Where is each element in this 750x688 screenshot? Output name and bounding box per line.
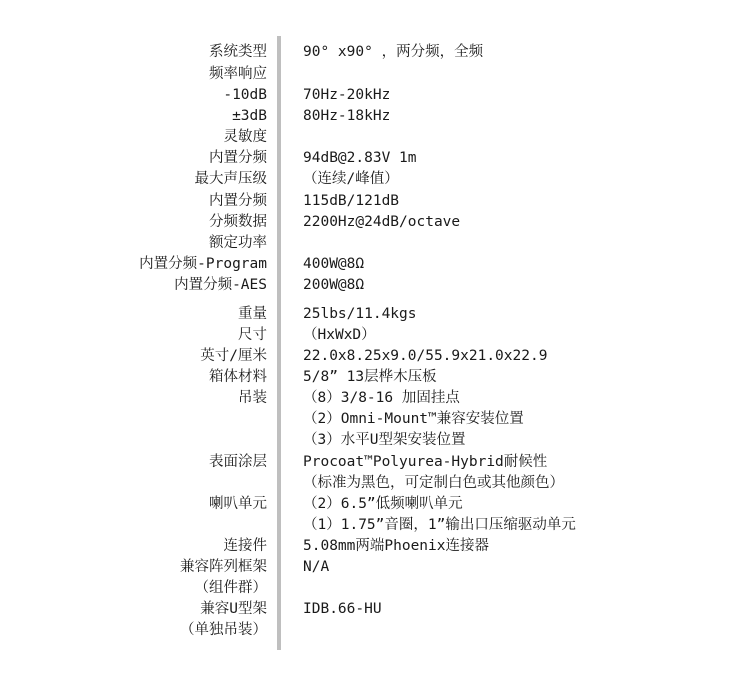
spec-label: （单独吊装） <box>180 622 267 638</box>
spec-row <box>0 191 750 212</box>
spec-row <box>0 346 750 367</box>
spec-label: 兼容U型架 <box>200 601 267 617</box>
spec-value: （连续/峰值） <box>303 171 399 187</box>
spec-row <box>0 233 750 254</box>
spec-label: 英寸/厘米 <box>200 348 267 364</box>
spec-row <box>0 127 750 148</box>
spec-row <box>0 473 750 494</box>
spec-label: 兼容阵列框架 <box>180 559 267 575</box>
spec-label: -10dB <box>223 87 267 103</box>
spec-value: N/A <box>303 559 330 575</box>
spec-label: ±3dB <box>232 108 267 124</box>
spec-value: （2）Omni-Mount™兼容安装位置 <box>303 411 524 427</box>
spec-label: 内置分频 <box>209 150 267 166</box>
spec-label: 箱体材料 <box>209 369 267 385</box>
spec-row <box>0 578 750 599</box>
spec-value: 70Hz-20kHz <box>303 87 391 103</box>
spec-label: 尺寸 <box>238 327 267 343</box>
spec-value: 5.08mm两端Phoenix连接器 <box>303 538 489 554</box>
spec-label: 内置分频 <box>209 193 267 209</box>
spec-label: 重量 <box>238 306 267 322</box>
spec-row <box>0 388 750 409</box>
spec-row <box>0 254 750 275</box>
spec-label: 系统类型 <box>209 44 267 60</box>
spec-value: （HxWxD） <box>303 327 376 343</box>
spec-value: 115dB/121dB <box>303 193 400 209</box>
spec-label: 吊装 <box>238 390 267 406</box>
spec-row <box>0 452 750 473</box>
spec-value: 200W@8Ω <box>303 277 365 293</box>
spec-value: （2）6.5”低频喇叭单元 <box>303 496 463 512</box>
spec-row <box>0 430 750 451</box>
spec-value: 25lbs/11.4kgs <box>303 306 417 322</box>
spec-row <box>0 620 750 641</box>
spec-value: Procoat™Polyurea-Hybrid耐候性 <box>303 454 548 470</box>
spec-label: （组件群） <box>194 580 267 596</box>
spec-label: 最大声压级 <box>194 171 267 187</box>
spec-value: 90° x90° ，两分频，全频 <box>303 44 484 60</box>
spec-label: 喇叭单元 <box>209 496 267 512</box>
spec-value: IDB.66-HU <box>303 601 382 617</box>
spec-row <box>0 325 750 346</box>
spec-row <box>0 275 750 296</box>
spec-label: 灵敏度 <box>223 129 267 145</box>
spec-value: （标准为黑色，可定制白色或其他颜色） <box>303 475 564 491</box>
spec-value: （8）3/8-16 加固挂点 <box>303 390 460 406</box>
spec-row <box>0 494 750 515</box>
spec-label: 表面涂层 <box>209 454 267 470</box>
spec-label: 内置分频-Program <box>139 256 267 272</box>
spec-row <box>0 42 750 63</box>
spec-row <box>0 169 750 190</box>
spec-value: 80Hz-18kHz <box>303 108 391 124</box>
spec-row <box>0 557 750 578</box>
spec-value: 5/8” 13层桦木压板 <box>303 369 437 385</box>
spec-value: 22.0x8.25x9.0/55.9x21.0x22.9 <box>303 348 548 364</box>
spec-label: 内置分频-AES <box>174 277 267 293</box>
spec-row <box>0 367 750 388</box>
spec-label: 连接件 <box>223 538 267 554</box>
spec-label: 频率响应 <box>209 66 267 82</box>
spec-row <box>0 148 750 169</box>
spec-value: 94dB@2.83V 1m <box>303 150 417 166</box>
spec-row <box>0 409 750 430</box>
spec-row <box>0 85 750 106</box>
spec-row <box>0 515 750 536</box>
spec-row <box>0 536 750 557</box>
spec-row <box>0 64 750 85</box>
spec-value: 2200Hz@24dB/octave <box>303 214 461 230</box>
spec-row <box>0 599 750 620</box>
spec-value: 400W@8Ω <box>303 256 365 272</box>
spec-label: 额定功率 <box>209 235 267 251</box>
spec-row <box>0 304 750 325</box>
spec-value: （1）1.75”音圈，1”输出口压缩驱动单元 <box>303 517 576 533</box>
spec-row <box>0 212 750 233</box>
spec-row <box>0 106 750 127</box>
spec-label: 分频数据 <box>209 214 267 230</box>
spec-value: （3）水平U型架安装位置 <box>303 432 466 448</box>
